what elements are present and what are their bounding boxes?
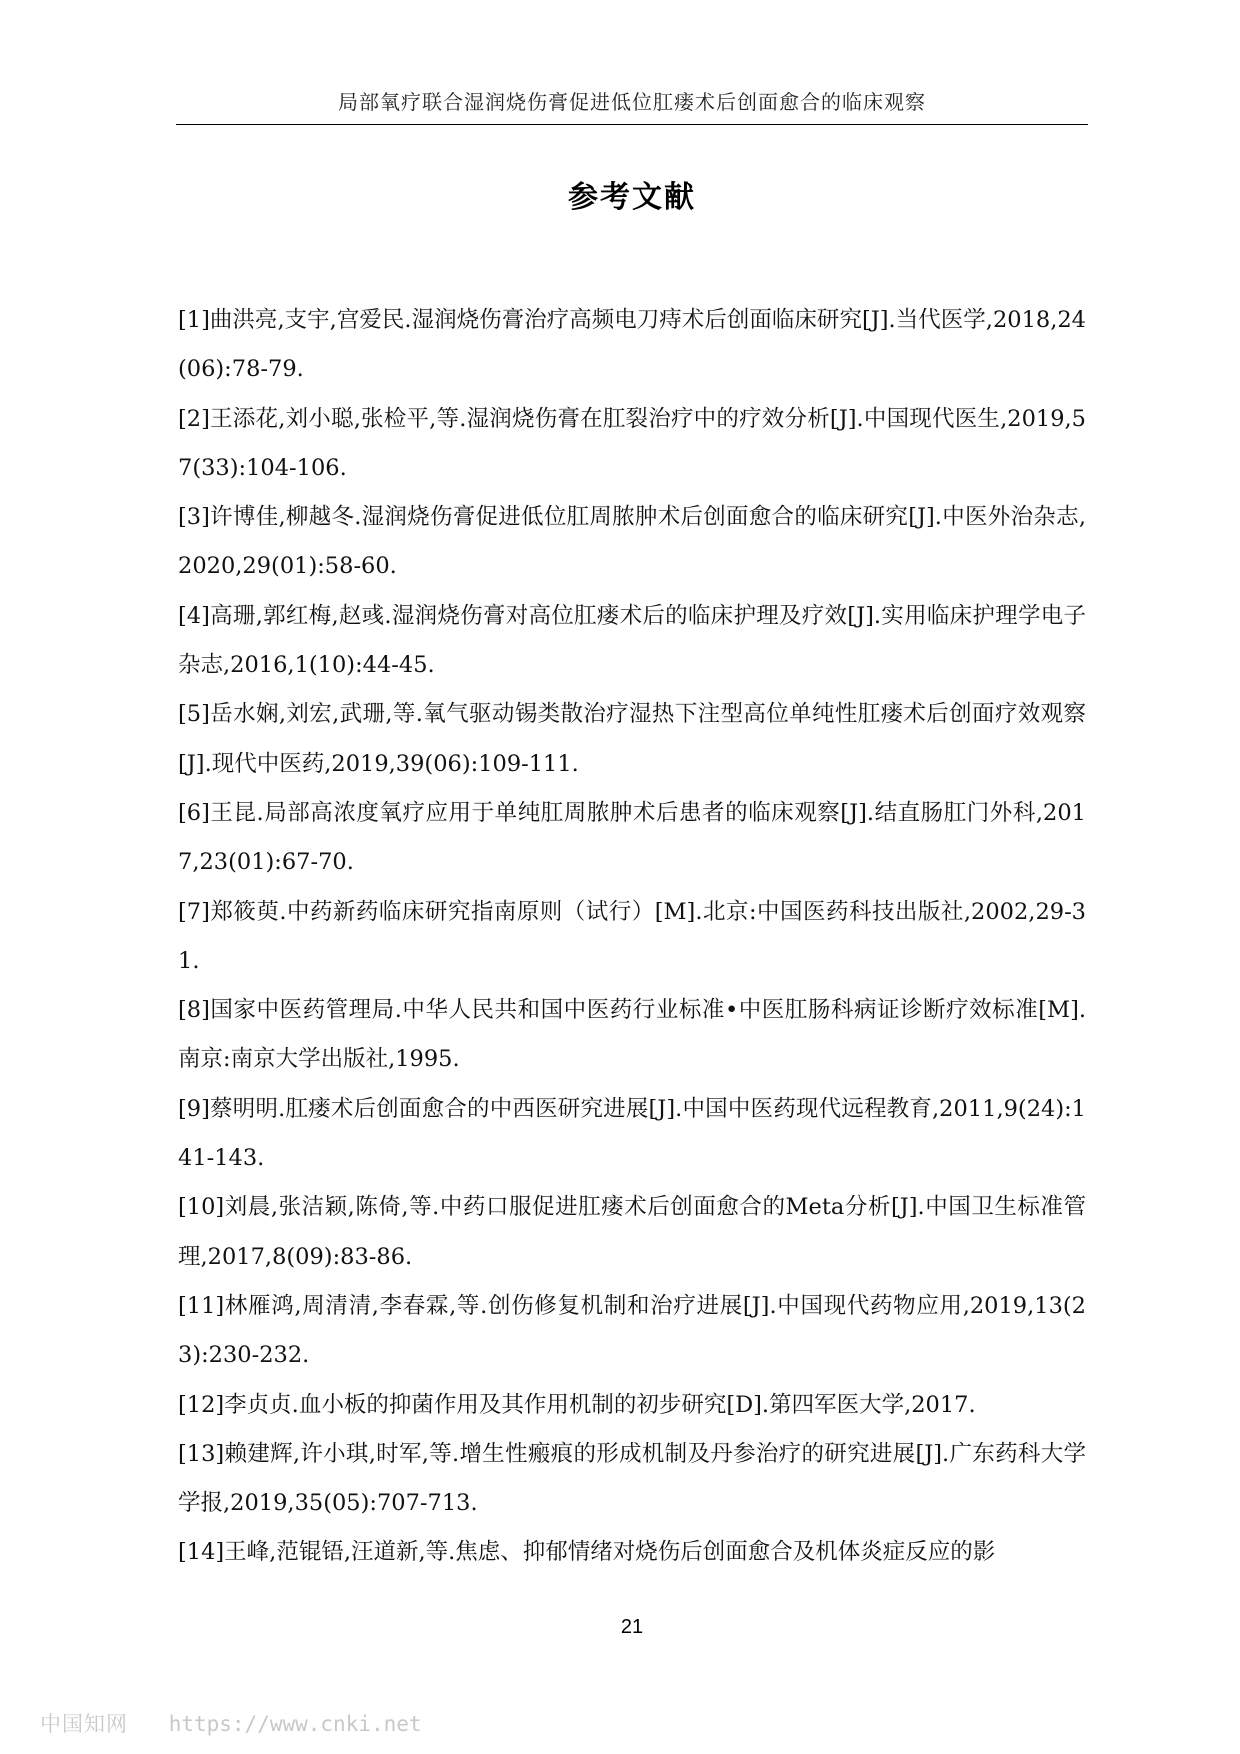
page-title: 参考文献 <box>568 180 696 215</box>
reference-item-5: [5]岳水娴,刘宏,武珊,等.氧气驱动锡类散治疗湿热下注型高位单纯性肛瘘术后创面疗效观察[J].现代中医药,2019,39(06):109-111. <box>178 701 1086 777</box>
reference-item-4: [4]高珊,郭红梅,赵彧.湿润烧伤膏对高位肛瘘术后的临床护理及疗效[J].实用临床护理学电子杂志,2016,1(10):44-45. <box>178 602 1086 679</box>
watermark-url: https://www.cnki.net <box>168 1712 422 1736</box>
reference-item-1: [1]曲洪亮,支宇,宫爱民.湿润烧伤膏治疗高频电刀痔术后创面临床研究[J].当代医学,2018,24(06):78-79. <box>178 307 1086 383</box>
page-number: 21 <box>620 1616 644 1638</box>
reference-item-3: [3]许博佳,柳越冬.湿润烧伤膏促进低位肛周脓肿术后创面愈合的临床研究[J].中医外治杂志,2020,29(01):58-60. <box>178 504 1086 580</box>
reference-list <box>178 296 1086 1578</box>
running-header: 局部氧疗联合湿润烧伤膏促进低位肛瘘术后创面愈合的临床观察 <box>338 90 926 114</box>
reference-item-6: [6]王昆.局部高浓度氧疗应用于单纯肛周脓肿术后患者的临床观察[J].结直肠肛门外科,2017,23(01):67-70. <box>178 799 1086 876</box>
reference-item-8: [8]国家中医药管理局.中华人民共和国中医药行业标准•中医肛肠科病证诊断疗效标准[M].南京:南京大学出版社,1995. <box>178 997 1086 1073</box>
reference-item-11: [11]林雁鸿,周清清,李春霖,等.创伤修复机制和治疗进展[J].中国现代药物应用,2019,13(23):230-232. <box>178 1292 1086 1369</box>
reference-item-10: [10]刘晨,张洁颖,陈倚,等.中药口服促进肛瘘术后创面愈合的Meta分析[J].中国卫生标准管理,2017,8(09):83-86. <box>178 1194 1086 1270</box>
reference-item-7: [7]郑筱萸.中药新药临床研究指南原则（试行）[M].北京:中国医药科技出版社,2002,29-31. <box>178 898 1086 974</box>
reference-item-9: [9]蔡明明.肛瘘术后创面愈合的中西医研究进展[J].中国中医药现代远程教育,2011,9(24):141-143. <box>178 1095 1086 1172</box>
reference-item-12: [12]李贞贞.血小板的抑菌作用及其作用机制的初步研究[D].第四军医大学,2017. <box>178 1391 976 1418</box>
header-divider <box>176 124 1088 125</box>
reference-item-13: [13]赖建辉,许小琪,时军,等.增生性瘢痕的形成机制及丹参治疗的研究进展[J].广东药科大学学报,2019,35(05):707-713. <box>178 1440 1086 1517</box>
reference-item-14: [14]王峰,范锟铻,汪道新,等.焦虑、抑郁情绪对烧伤后创面愈合及机体炎症反应的影 <box>178 1539 996 1566</box>
watermark <box>40 1708 422 1738</box>
watermark-brand: 中国知网 <box>40 1712 128 1736</box>
reference-item-2: [2]王添花,刘小聪,张检平,等.湿润烧伤膏在肛裂治疗中的疗效分析[J].中国现代医生,2019,57(33):104-106. <box>178 405 1086 481</box>
